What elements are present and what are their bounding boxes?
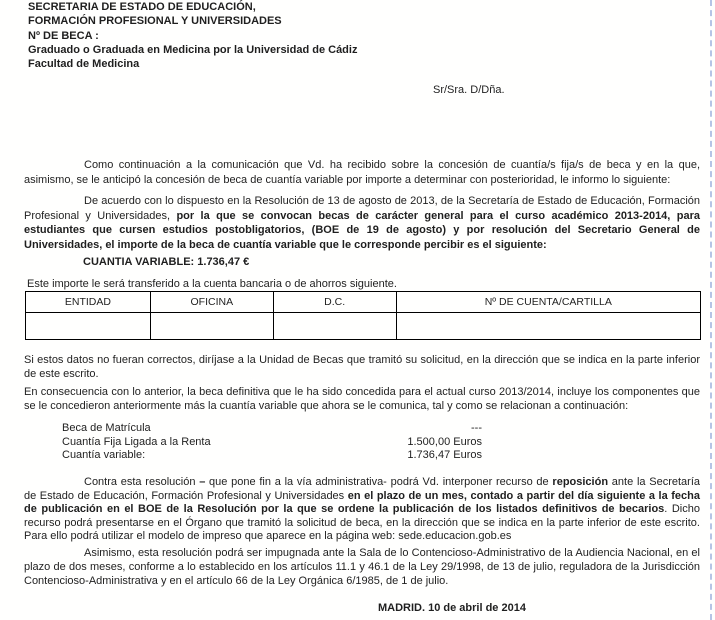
account-cell-dc [273,313,396,340]
grant-components-list [62,422,482,463]
org-name-line2: FORMACIÓN PROFESIONAL Y UNIVERSIDADES [28,14,282,27]
account-cell-oficina [150,313,273,340]
table-header-entidad: ENTIDAD [26,292,151,313]
component-label: Cuantía variable: [62,449,146,461]
appeal-dash: – [199,476,206,488]
intro-paragraph: Como continuación a la comunicación que Vd. ha recibido sobre la concesión de cuantía/s fija/s de beca y en la que, asimismo, se le anticipó la concesión de beca de cuantía variable por importe a determinar con posterioridad, le informo lo siguiente: [24,159,700,186]
resolution-regular-text: De acuerdo con lo dispuesto en la Resolución de 13 de agosto de 2013, de la Secretaría de Estado de Educación, Formación Profesional y Universidades, [24,195,700,222]
beca-number-label: Nº DE BECA : [28,30,99,42]
bank-account-table [25,291,701,340]
appeal-text-4: . Dicho recurso podrá presentarse en el Órgano que tramitó la solicitud de beca, en la dirección que se indica en la parte inferior de este escrito. Para ello podrá utilizar el modelo de impreso que aparece en la página web: sede.educacion.gob.es [24,503,700,542]
beca-header [28,30,357,71]
account-cell-entidad [26,313,151,340]
table-header-oficina: OFICINA [150,292,273,313]
salutation: Sr/Sra. D/Dña. [433,84,505,96]
resolution-bold-text: por la que se convocan becas de carácter general para el curso académico 2013-2014, para estudiantes que cursen estudios postobligatorios, (BOE de 19 de agosto) y por resolución del Secretario General de Universidades, el importe de la beca de cuantía variable que le corresponde percibir es el siguiente: [24,209,700,251]
appeal-text-3: ante la Secretaría de Estado de Educación, Formación Profesional y Universidades [24,476,700,502]
component-row-fija-renta [62,436,482,450]
account-table-header-row [26,292,701,313]
org-header [28,1,282,28]
org-name-line1: SECRETARIA DE ESTADO DE EDUCACIÓN, [28,1,256,13]
transfer-note: Este importe le será transferido a la cuenta bancaria o de ahorros siguiente. [27,278,397,290]
date-line: MADRID. 10 de abril de 2014 [378,602,526,614]
component-label: Cuantía Fija Ligada a la Renta [62,435,211,448]
page-edge-dotted-line [710,0,712,620]
table-header-dc: D.C. [273,292,396,313]
consequence-paragraph: En consecuencia con lo anterior, la beca definitiva que le ha sido concedida para el actual curso 2013/2014, incluye los componentes que se le concedieron anteriormente más la cuantía variable que ahora se le comunica, tal y como se relacionan a continuación: [24,386,700,413]
component-value: 1.736,47 Euros [407,449,482,461]
account-table-value-row [26,313,701,340]
component-value: --- [471,422,482,434]
jurisdiction-paragraph: Asimismo, esta resolución podrá ser impugnada ante la Sala de lo Contencioso-Administrativo de la Audiencia Nacional, en el plazo de dos meses, conforme a lo establecido en los artículos 11.1 y 46.1 de la Ley 29/1998, de 13 de julio, reguladora de la Jurisdicción Contencioso-Administrativa y en el artículo 66 de la Ley Orgánica 6/1985, de 1 de julio. [24,547,700,587]
appeal-reposicion-bold: reposición [552,476,609,488]
appeal-deadline-bold: en el plazo de un mes, contado a partir del día siguiente a la fecha de publicación en el BOE de la Resolución por la que se ordene la publicación de los listados definitivos de becarios [24,489,700,515]
component-row-variable [62,449,482,463]
table-header-cuenta: Nº DE CUENTA/CARTILLA [396,292,700,313]
appeal-text-1: Contra esta resolución [84,476,200,488]
account-cell-cuenta [396,313,700,340]
appeal-paragraph [24,476,700,544]
component-label: Beca de Matrícula [62,422,151,434]
faculty-line: Facultad de Medicina [28,57,140,70]
resolution-paragraph [24,194,700,252]
component-row-matricula [62,422,482,436]
correction-note: Si estos datos no fueran correctos, diríjase a la Unidad de Becas que tramitó su solicitud, en la dirección que se indica en la parte inferior de este escrito. [24,354,700,380]
variable-amount-line: CUANTIA VARIABLE: 1.736,47 € [83,256,250,268]
degree-line: Graduado o Graduada en Medicina por la Universidad de Cádiz [28,43,358,56]
appeal-text-2: que pone fin a la vía administrativa- podrá Vd. interponer recurso de [205,476,553,488]
component-value: 1.500,00 Euros [407,435,482,448]
